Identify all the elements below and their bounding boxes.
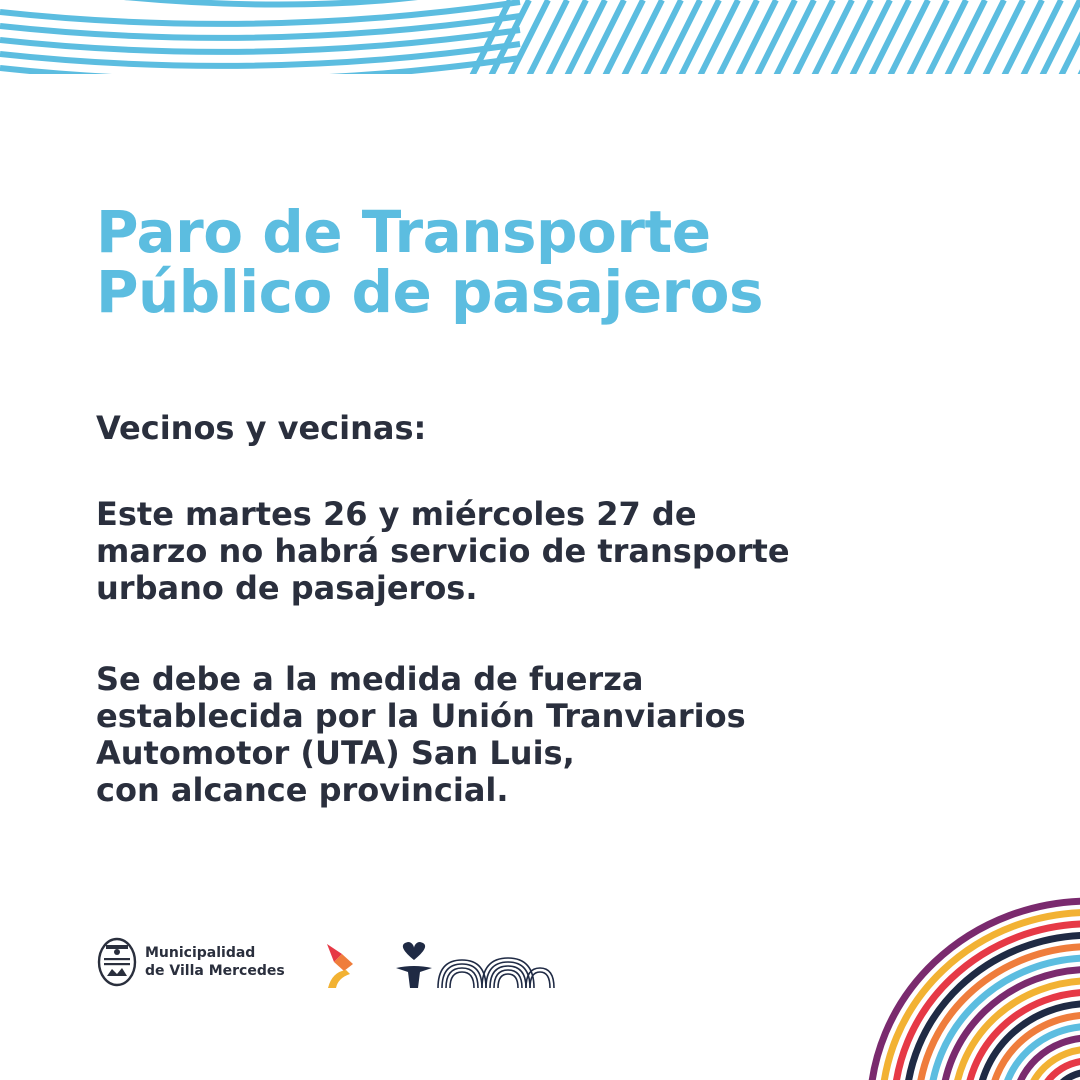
stripe <box>1021 0 1061 80</box>
stripe <box>850 0 890 80</box>
paragraph-reason <box>96 661 856 809</box>
stripe <box>926 0 966 80</box>
municipal-seal-icon <box>96 936 138 988</box>
page-title <box>96 198 764 326</box>
municipality-line-2: de Villa Mercedes <box>145 963 285 979</box>
stripe <box>774 0 814 80</box>
stripe <box>489 0 529 80</box>
stripe <box>641 0 681 80</box>
paragraph-line: establecida por la Unión Tranviarios <box>96 697 746 735</box>
stripe <box>470 0 510 80</box>
stripe <box>508 0 548 80</box>
municipality-line-1: Municipalidad <box>145 945 256 961</box>
stripe <box>527 0 567 80</box>
stripe <box>1040 0 1080 80</box>
top-stripe-pattern <box>0 0 1080 80</box>
stripe <box>831 0 871 80</box>
stripe <box>565 0 605 80</box>
paragraph-line: con alcance provincial. <box>96 771 509 809</box>
stripe <box>622 0 662 80</box>
stripe <box>888 0 928 80</box>
stripe <box>983 0 1023 80</box>
stripe <box>1002 0 1042 80</box>
footer-logos <box>96 936 566 992</box>
stripe <box>907 0 947 80</box>
stripe <box>793 0 833 80</box>
stripe <box>584 0 624 80</box>
brand-chevron-icon <box>324 942 356 990</box>
stripe <box>869 0 909 80</box>
stripe <box>755 0 795 80</box>
stripe <box>812 0 852 80</box>
paragraph-line: Este martes 26 y miércoles 27 de <box>96 495 697 533</box>
stripe <box>717 0 757 80</box>
corner-fingerprint-pattern <box>790 810 1080 1080</box>
stripe <box>660 0 700 80</box>
stripe <box>698 0 738 80</box>
stripe <box>964 0 1004 80</box>
title-line-1: Paro de Transporte <box>96 198 711 266</box>
paragraph-announcement <box>96 496 856 607</box>
title-line-2: Público de pasajeros <box>96 258 764 326</box>
paragraph-line: marzo no habrá servicio de transporte <box>96 532 790 570</box>
heart-people-icon <box>394 938 556 990</box>
municipality-name <box>145 944 285 980</box>
stripe <box>736 0 776 80</box>
stripe <box>603 0 643 80</box>
greeting-text: Vecinos y vecinas: <box>96 409 427 447</box>
stripe <box>679 0 719 80</box>
municipality-logo <box>96 936 285 988</box>
paragraph-line: Automotor (UTA) San Luis, <box>96 734 575 772</box>
greeting <box>96 410 856 447</box>
stripe <box>945 0 985 80</box>
paragraph-line: Se debe a la medida de fuerza <box>96 660 644 698</box>
paragraph-line: urbano de pasajeros. <box>96 569 478 607</box>
stripe <box>546 0 586 80</box>
